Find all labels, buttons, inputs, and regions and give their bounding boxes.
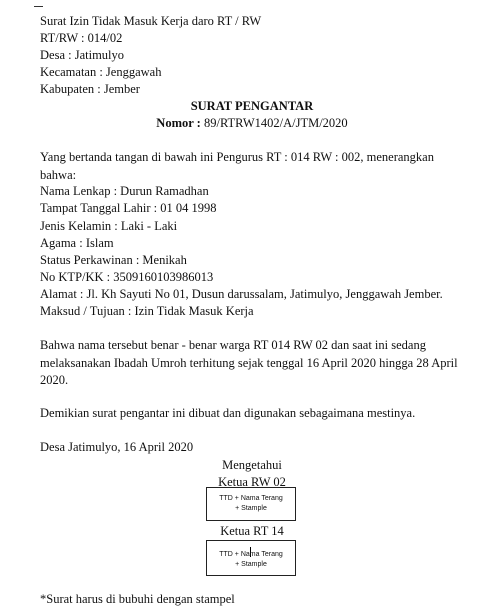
rt-title: Ketua RT 14 [220,524,284,538]
field-alamat: Alamat : Jl. Kh Sayuti No 01, Dusun darussalam, Jatimulyo, Jenggawah Jember. [40,287,443,301]
header-kecamatan: Kecamatan : Jenggawah [40,65,162,79]
field-nama: Nama Lenkap : Durun Ramadhan [40,184,209,198]
rw-signature-box [206,487,296,521]
closing-sentence: Demikian surat pengantar ini dibuat dan digunakan sebagaimana mestinya. [40,406,416,420]
field-ktp: No KTP/KK : 3509160103986013 [40,270,214,284]
document-title: SURAT PENGANTAR [190,99,314,113]
place-date: Desa Jatimulyo, 16 April 2020 [40,440,194,454]
rt-box-line1 [207,547,295,560]
rw-title: Ketua RW 02 [218,475,286,489]
header-desa: Desa : Jatimulyo [40,48,125,62]
number-value: 89/RTRW1402/A/JTM/2020 [200,116,348,130]
footnote: *Surat harus di bubuhi dengan stampel [40,592,235,606]
field-jenis-kelamin: Jenis Kelamin : Laki - Laki [40,219,178,233]
field-ttl: Tampat Tanggal Lahir : 01 04 1998 [40,201,217,215]
rt-box-line2: + Stample [235,561,267,568]
rt-box-line1-a: TTD + Na [219,551,250,558]
field-status: Status Perkawinan : Menikah [40,253,187,267]
rw-box-line2: + Stample [235,505,267,512]
page-corner-mark [34,6,43,7]
header-subject: Surat Izin Tidak Masuk Kerja daro RT / RW [40,14,262,28]
document-number [0,115,504,132]
rt-box-line1-b: ma Terang [249,551,283,558]
number-label: Nomor : [156,116,201,130]
header-kabupaten: Kabupaten : Jember [40,82,140,96]
field-maksud: Maksud / Tujuan : Izin Tidak Masuk Kerja [40,304,254,318]
header-rtrw: RT/RW : 014/02 [40,31,123,45]
body-paragraph: Bahwa nama tersebut benar - benar warga RT 014 RW 02 dan saat ini sedang melaksanakan Ibadah Umroh terhitung sejak tenggal 16 April 2020 hingga 28 April 2020. [40,338,458,387]
field-agama: Agama : Islam [40,236,114,250]
rt-signature-box [206,540,296,576]
rw-box-line1: TTD + Nama Terang [219,495,283,502]
acknowledge-label: Mengetahui [222,458,282,472]
intro-paragraph: Yang bertanda tangan di bawah ini Pengurus RT : 014 RW : 002, menerangkan bahwa: [40,150,434,182]
